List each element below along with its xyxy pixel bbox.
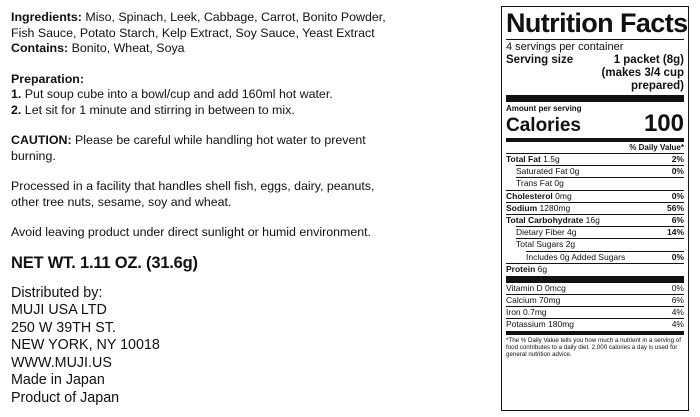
nutrient-row [516,165,684,177]
nutrient-daily-value: 0% [671,166,684,177]
amount-per-serving: Amount per serving [506,104,582,113]
preparation-step-2 [11,103,481,119]
caution-label: CAUTION: [11,133,72,147]
vitamin-label: Vitamin D 0mcg [506,282,566,293]
caution-text-2: burning. [11,148,56,163]
caution-line-1 [11,133,481,149]
package-text-panel [11,10,481,408]
distributor-line: WWW.MUJI.US [11,354,112,371]
daily-value-footnote: *The % Daily Value tells you how much a nutrient in a serving of food contributes to a daily diet. 2,000 calories a day is used for general nutrition advice. [506,336,681,359]
divider-thick [506,276,684,283]
nutrient-amount: 6g [537,263,548,274]
serving-size-line: 1 packet (8g) [613,54,684,66]
vitamin-label: Calcium 70mg [506,295,561,306]
vitamin-daily-value: 6% [671,295,684,306]
storage-warning: Avoid leaving product under direct sunlight or humid environment. [11,225,371,239]
nutrient-row [506,263,684,275]
ingredients-label: Ingredients: [11,10,82,24]
nutrient-label [506,215,600,226]
divider-medium [506,331,684,335]
vitamin-row [506,306,684,318]
vitamin-row [506,318,684,330]
nutrient-amount: 1280mg [539,202,571,213]
contains-label: Contains: [11,41,69,55]
vitamin-row [506,294,684,306]
ingredients-text-1: Miso, Spinach, Leek, Cabbage, Carrot, Bonito Powder, [85,10,386,24]
net-weight: NET WT. 1.11 OZ. (31.6g) [11,253,198,272]
nutrient-name: Cholesterol [506,190,553,201]
nutrient-daily-value: 0% [671,190,684,201]
vitamin-rows [506,283,684,331]
nutrient-name: Sodium [506,202,538,213]
step-2-number: 2. [11,102,22,117]
serving-size-label: Serving size [506,54,574,66]
nutrient-daily-value: 56% [666,202,684,213]
nutrient-label [506,191,572,202]
ingredients-line-1 [11,10,481,26]
serving-size-value [602,54,684,93]
nutrient-row [516,177,684,189]
nutrient-row [516,226,684,238]
nutrient-name: Protein [506,263,536,274]
nutrient-daily-value: 6% [671,214,684,225]
preparation-label: Preparation: [11,71,84,86]
vitamin-daily-value: 4% [671,307,684,318]
distributor-line: Made in Japan [11,372,105,389]
step-1-text: Put soup cube into a bowl/cup and add 160ml hot water. [24,87,333,101]
preparation-step-1 [11,87,481,103]
serving-size-row [506,54,684,93]
distributor-line: Product of Japan [11,390,120,407]
ingredients-text-2: Fish Sauce, Potato Starch, Kelp Extract, Soy Sauce, Yeast Extract [11,25,375,40]
nutrient-rows [506,153,684,275]
nutrient-row [506,153,684,165]
servings-per-container: 4 servings per container [506,41,624,53]
nutrient-name: Total Fat [506,154,541,164]
nutrient-row [506,214,684,226]
nutrient-amount: 0mg [555,190,572,201]
contains-line [11,41,481,57]
serving-size-line: prepared) [630,80,684,92]
distributor-line: Distributed by: [11,284,103,301]
nutrient-label: Total Sugars 2g [516,239,576,250]
calories-label: Calories [506,115,581,136]
nutrient-label [506,264,547,275]
distributor-line: MUJI USA LTD [11,302,107,319]
nutrient-row [526,251,684,263]
nutrient-row [506,190,684,202]
distributor-block [11,285,481,408]
nutrition-facts-title: Nutrition Facts [506,8,688,38]
vitamin-daily-value: 0% [671,282,684,293]
nutrient-label: Saturated Fat 0g [516,166,580,177]
facility-text-2: other tree nuts, sesame, soy and wheat. [11,194,232,209]
nutrition-facts-panel [501,6,689,411]
nutrient-daily-value: 14% [666,227,684,238]
nutrient-row [506,202,684,214]
nutrient-amount: 1.5g [543,154,560,164]
nutrient-label: Dietary Fiber 4g [516,227,577,238]
facility-text-1: Processed in a facility that handles shell fish, eggs, dairy, peanuts, [11,179,375,193]
calories-row [506,110,684,137]
distributor-line: 250 W 39TH ST. [11,319,116,336]
distributor-line: NEW YORK, NY 10018 [11,337,160,354]
step-2-text: Let sit for 1 minute and stirring in between to mix. [24,102,295,117]
nutrient-daily-value: 0% [671,251,684,262]
nutrient-label [506,154,560,165]
daily-value-header: % Daily Value* [629,143,684,152]
caution-text-1: Please be careful while handling hot water to prevent [75,133,366,147]
contains-text: Bonito, Wheat, Soya [71,41,185,55]
nutrient-label: Includes 0g Added Sugars [526,251,626,262]
nutrient-amount: 16g [585,214,600,225]
vitamin-row [506,283,684,294]
nutrient-row [516,238,684,250]
vitamin-label: Potassium 180mg [506,319,575,330]
vitamin-daily-value: 4% [671,319,684,330]
vitamin-label: Iron 0.7mg [506,307,547,318]
nutrient-label [506,203,570,214]
step-1-number: 1. [11,87,22,101]
calories-value: 100 [643,110,684,137]
nutrient-name: Total Carbohydrate [506,214,584,225]
nutrient-daily-value: 2% [671,154,684,164]
nutrient-label: Trans Fat 0g [516,178,564,189]
divider-thick [506,95,684,102]
serving-size-line: (makes 3/4 cup [601,67,684,79]
